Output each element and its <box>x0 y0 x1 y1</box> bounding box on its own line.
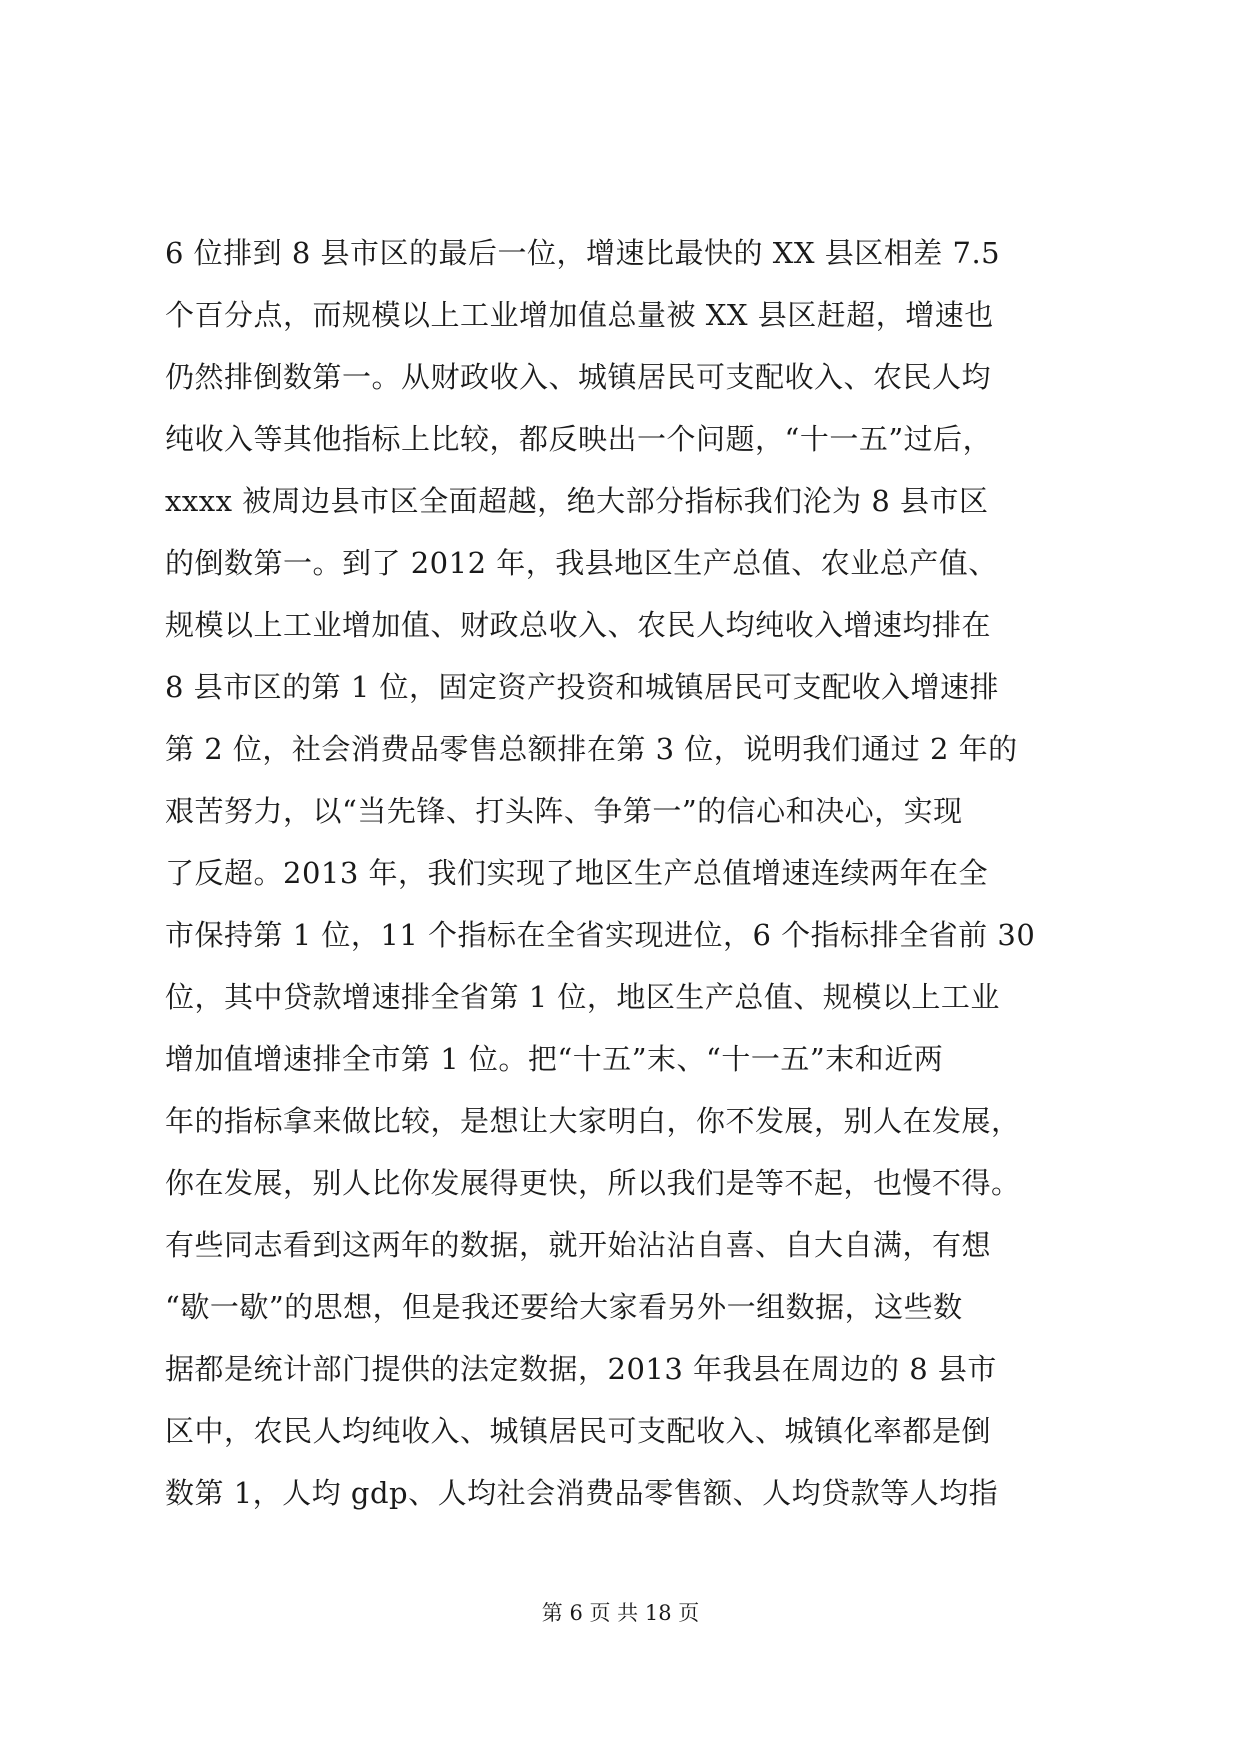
page-number-footer: 第 6 页 共 18 页 <box>541 1601 700 1625</box>
text-line-8: 8 县市区的第 1 位，固定资产投资和城镇居民可支配收入增速排 <box>165 670 1000 704</box>
text-line-20: 区中，农民人均纯收入、城镇居民可支配收入、城镇化率都是倒 <box>165 1414 992 1448</box>
text-line-14: 增加值增速排全市第 1 位。把“十五”末、“十一五”末和近两 <box>165 1042 944 1076</box>
text-line-7: 规模以上工业增加值、财政总收入、农民人均纯收入增速均排在 <box>165 608 992 642</box>
text-line-11: 了反超。2013 年，我们实现了地区生产总值增速连续两年在全 <box>165 856 989 890</box>
text-line-13: 位，其中贷款增速排全省第 1 位，地区生产总值、规模以上工业 <box>165 980 1000 1014</box>
text-line-4: 纯收入等其他指标上比较，都反映出一个问题，“十一五”过后， <box>165 422 993 456</box>
text-line-19: 据都是统计部门提供的法定数据，2013 年我县在周边的 8 县市 <box>165 1352 997 1386</box>
text-line-5: xxxx 被周边县市区全面超越，绝大部分指标我们沦为 8 县市区 <box>165 484 989 518</box>
text-line-15: 年的指标拿来做比较，是想让大家明白，你不发展，别人在发展， <box>165 1104 1021 1138</box>
text-line-3: 仍然排倒数第一。从财政收入、城镇居民可支配收入、农民人均 <box>165 360 992 394</box>
text-line-16: 你在发展，别人比你发展得更快，所以我们是等不起，也慢不得。 <box>165 1166 1021 1200</box>
text-line-17: 有些同志看到这两年的数据，就开始沾沾自喜、自大自满，有想 <box>165 1228 992 1262</box>
text-line-12: 市保持第 1 位，11 个指标在全省实现进位，6 个指标排全省前 30 <box>165 918 1036 952</box>
text-line-6: 的倒数第一。到了 2012 年，我县地区生产总值、农业总产值、 <box>165 546 998 580</box>
text-line-18: “歇一歇”的思想，但是我还要给大家看另外一组数据，这些数 <box>165 1290 963 1324</box>
text-line-2: 个百分点，而规模以上工业增加值总量被 XX 县区赶超，增速也 <box>165 298 994 332</box>
text-line-1: 6 位排到 8 县市区的最后一位，增速比最快的 XX 县区相差 7.5 <box>165 236 1001 270</box>
text-line-9: 第 2 位，社会消费品零售总额排在第 3 位，说明我们通过 2 年的 <box>165 732 1018 766</box>
text-line-21: 数第 1，人均 gdp、人均社会消费品零售额、人均贷款等人均指 <box>165 1476 999 1510</box>
text-line-10: 艰苦努力，以“当先锋、打头阵、争第一”的信心和决心，实现 <box>165 794 963 828</box>
body-text <box>165 222 1085 1524</box>
